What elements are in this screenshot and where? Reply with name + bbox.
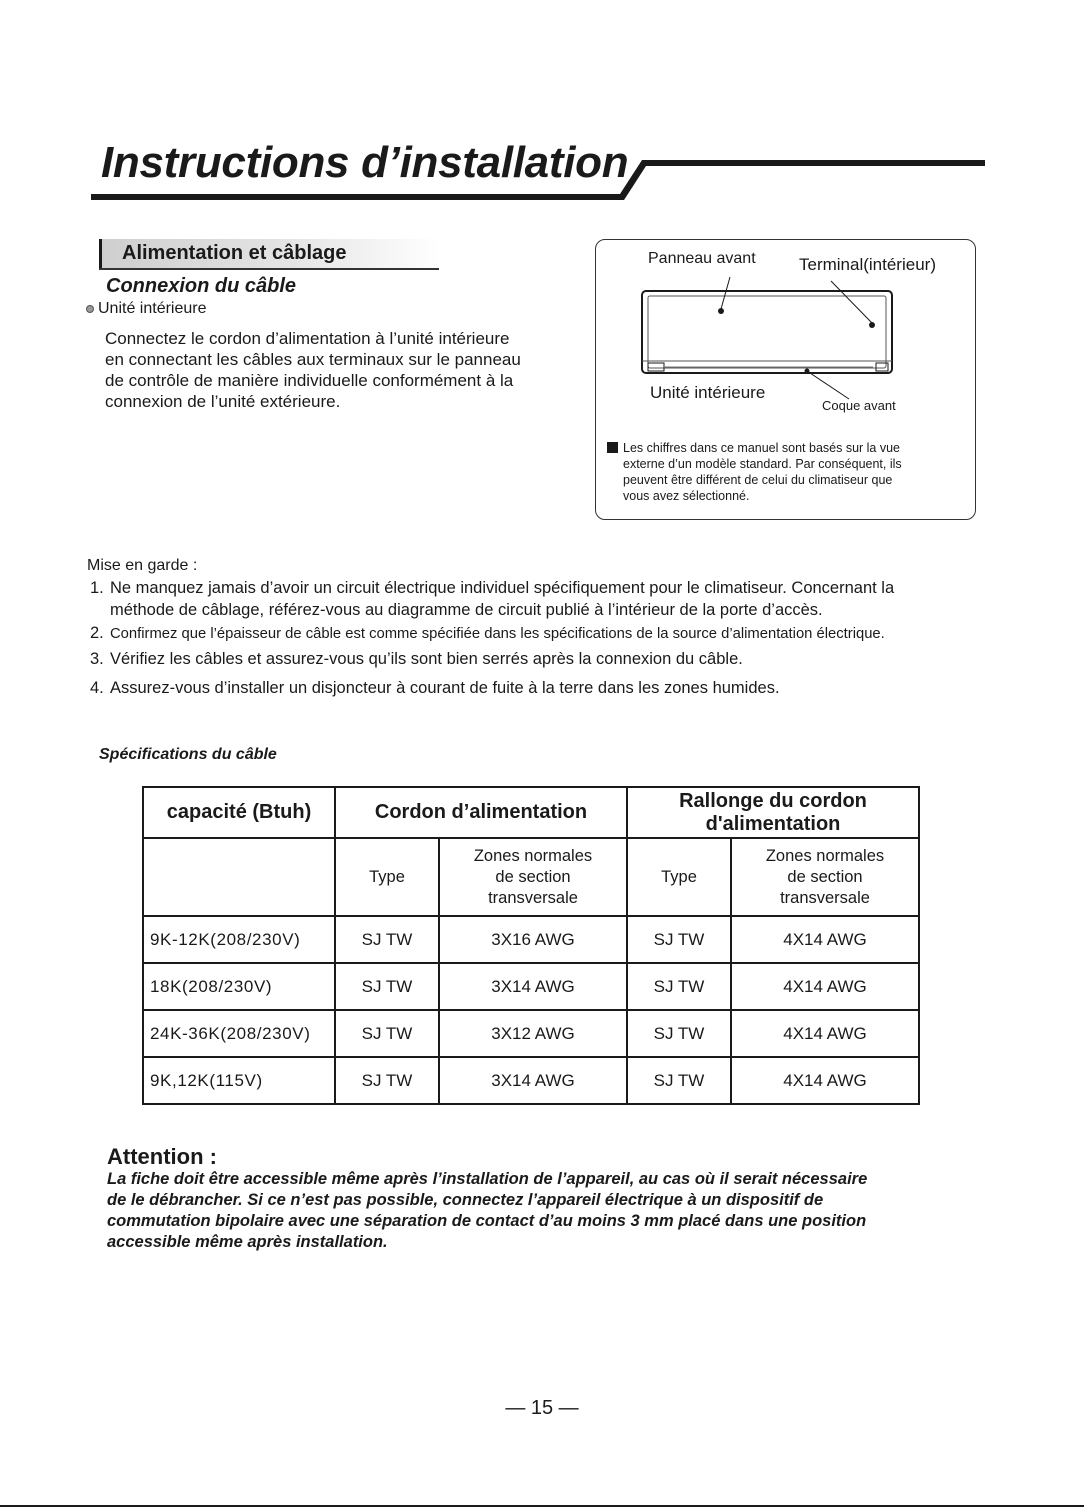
intro-paragraph: Connectez le cordon d’alimentation à l’unité intérieure en connectant les câbles aux terminaux sur le panneau de contrôle de manière individuelle conformément à la connexion de l’unité extérieure. — [105, 329, 521, 411]
extension-header — [627, 787, 919, 838]
warning-text: Assurez-vous d’installer un disjoncteur à courant de fuite à la terre dans les zones humides. — [110, 679, 780, 697]
front-panel-label: Panneau avant — [648, 250, 756, 267]
warning-number: 1. — [90, 579, 104, 597]
warning-text: Confirmez que l’épaisseur de câble est comme spécifiée dans les spécifications de la source d’alimentation électrique. — [110, 626, 885, 642]
ext-type-cell: SJ TW — [627, 1057, 731, 1104]
cord-awg-cell: 3X14 AWG — [439, 1057, 627, 1104]
warning-item — [90, 679, 780, 698]
page-number: — 15 — — [505, 1397, 579, 1419]
ext-awg-cell: 4X14 AWG — [731, 1010, 919, 1057]
ext-type-cell: SJ TW — [627, 963, 731, 1010]
cord-awg-cell: 3X12 AWG — [439, 1010, 627, 1057]
indoor-unit-label: Unité intérieure — [650, 383, 766, 402]
ext-zones-header — [731, 838, 919, 916]
ext-type-cell: SJ TW — [627, 916, 731, 963]
table-subheader-row — [143, 838, 919, 916]
table-row — [143, 1057, 919, 1104]
front-shell-label: Coque avant — [822, 398, 896, 413]
zones-line: Zones normales — [765, 846, 885, 865]
bullet-dot-icon — [86, 305, 94, 313]
warning-item — [90, 579, 894, 598]
warning-text: Ne manquez jamais d’avoir un circuit électrique individuel spécifiquement pour le climatiseur. Concernant la — [110, 579, 895, 597]
cord-type-header: Type — [335, 838, 439, 916]
ext-type-header: Type — [627, 838, 731, 916]
cord-type-cell: SJ TW — [335, 916, 439, 963]
cord-awg-cell: 3X14 AWG — [439, 963, 627, 1010]
table-row — [143, 1010, 919, 1057]
table-header-row — [143, 787, 919, 838]
spec-heading: Spécifications du câble — [99, 746, 277, 763]
note-icon — [607, 442, 618, 453]
attention-heading: Attention : — [107, 1144, 217, 1169]
cord-type-cell: SJ TW — [335, 1010, 439, 1057]
section-header-underline — [99, 268, 439, 270]
warning-text: Vérifiez les câbles et assurez-vous qu’ils sont bien serrés après la connexion du câble. — [110, 650, 743, 668]
warning-number: 4. — [90, 679, 104, 697]
warning-label: Mise en garde : — [87, 557, 198, 574]
title-rule — [0, 0, 1084, 210]
ext-awg-cell: 4X14 AWG — [731, 1057, 919, 1104]
capacity-cell: 9K,12K(115V) — [143, 1057, 335, 1104]
table-row — [143, 916, 919, 963]
cord-awg-cell: 3X16 AWG — [439, 916, 627, 963]
cord-zones-header — [439, 838, 627, 916]
ext-awg-cell: 4X14 AWG — [731, 963, 919, 1010]
zones-line: de section — [787, 867, 863, 886]
empty-cell — [143, 838, 335, 916]
subsection-heading: Connexion du câble — [106, 275, 297, 297]
footer-rule — [0, 1505, 1084, 1507]
table-row — [143, 963, 919, 1010]
zones-line: transversale — [488, 888, 578, 907]
power-cord-header: Cordon d’alimentation — [335, 787, 627, 838]
cord-type-cell: SJ TW — [335, 963, 439, 1010]
warning-item — [90, 624, 885, 643]
extension-header-line1: Rallonge du cordon — [679, 789, 867, 812]
section-heading: Alimentation et câblage — [122, 242, 347, 264]
zones-line: Zones normales — [473, 846, 593, 865]
unit-bullet — [86, 300, 207, 318]
capacity-header: capacité (Btuh) — [143, 787, 335, 838]
extension-header-line2: d'alimentation — [705, 812, 841, 835]
attention-text: La fiche doit être accessible même après l’installation de l’appareil, au cas où il serait nécessaire de le débrancher. Si ce n’est pas possible, connectez l’appareil électrique à un dispositif de commutation bipolaire avec une séparation de contact d’au moins 3 mm placé dans une position accessible même après installation. — [107, 1170, 868, 1251]
terminal-label: Terminal(intérieur) — [799, 255, 936, 274]
warning-number: 3. — [90, 650, 104, 668]
warning-number: 2. — [90, 624, 104, 642]
warning-text-continued: méthode de câblage, référez-vous au diagramme de circuit publié à l’intérieur de la porte d’accès. — [110, 601, 823, 619]
ext-awg-cell: 4X14 AWG — [731, 916, 919, 963]
figure-note-text: Les chiffres dans ce manuel sont basés sur la vue externe d’un modèle standard. Par conséquent, ils peuvent être différent de celui du climatiseur que vous avez sélectionné. — [623, 441, 902, 503]
zones-line: transversale — [780, 888, 870, 907]
capacity-cell: 9K-12K(208/230V) — [143, 916, 335, 963]
unit-bullet-label: Unité intérieure — [98, 300, 207, 317]
cord-type-cell: SJ TW — [335, 1057, 439, 1104]
warning-item — [90, 650, 743, 669]
zones-line: de section — [495, 867, 571, 886]
capacity-cell: 24K-36K(208/230V) — [143, 1010, 335, 1057]
ext-type-cell: SJ TW — [627, 1010, 731, 1057]
capacity-cell: 18K(208/230V) — [143, 963, 335, 1010]
cable-spec-table — [142, 786, 920, 1105]
page-title: Instructions d’installation — [101, 138, 629, 187]
